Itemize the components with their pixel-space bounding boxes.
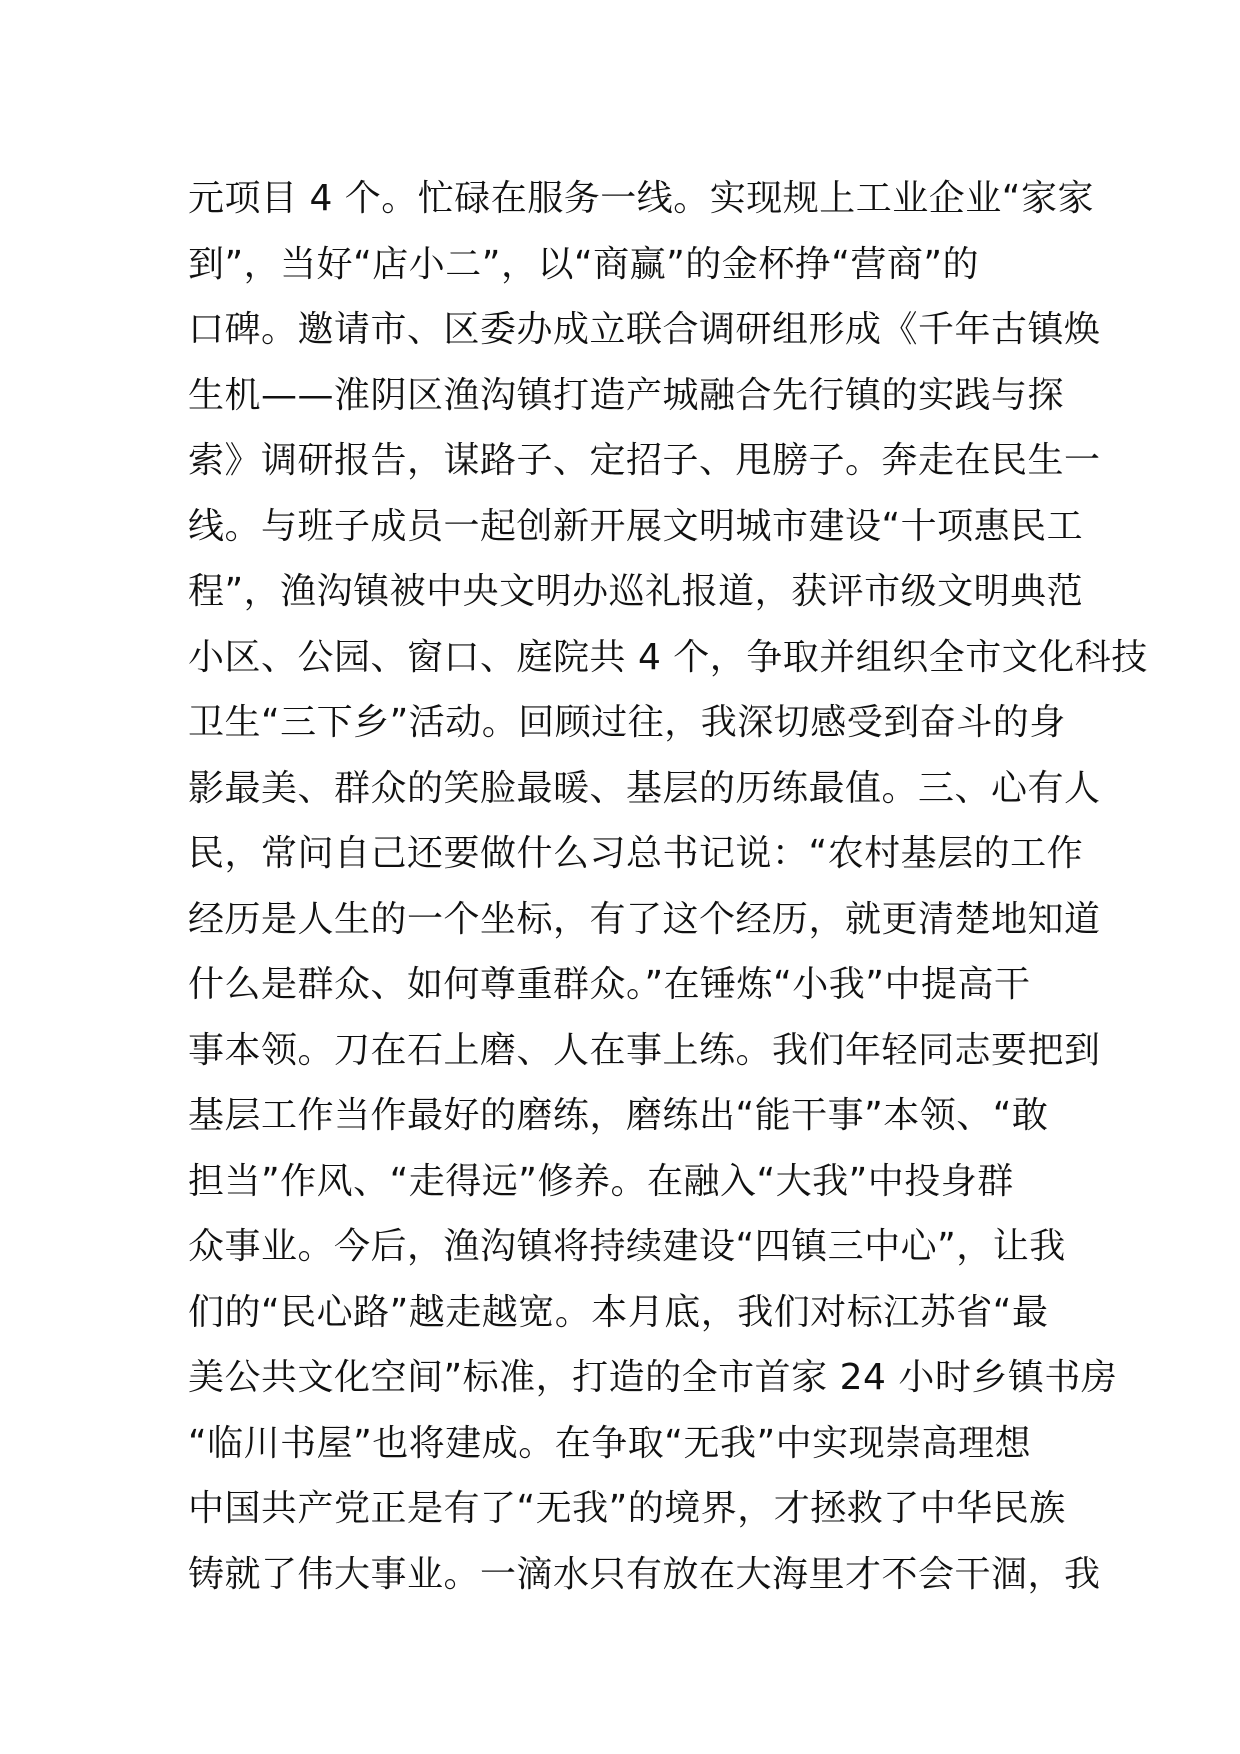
text-line-18: 们的“民心路”越走越宽。本月底，我们对标江苏省“最 — [188, 1291, 1049, 1333]
text-line-20: “临川书屋”也将建成。在争取“无我”中实现崇高理想 — [188, 1422, 1032, 1464]
text-line-4: 生机——淮阴区渔沟镇打造产城融合先行镇的实践与探 — [188, 374, 1065, 416]
text-line-13: 什么是群众、如何尊重群众。”在锤炼“小我”中提高干 — [188, 964, 1031, 1005]
text-line-8: 小区、公园、窗口、庭院共 4 个，争取并组织全市文化科技 — [188, 636, 1148, 678]
text-line-19: 美公共文化空间”标准，打造的全市首家 24 小时乡镇书房 — [188, 1357, 1118, 1398]
text-line-17: 众事业。今后，渔沟镇将持续建设“四镇三中心”，让我 — [188, 1226, 1066, 1267]
text-line-6: 线。与班子成员一起创新开展文明城市建设“十项惠民工 — [188, 505, 1084, 547]
text-line-16: 担当”作风、“走得远”修养。在融入“大我”中投身群 — [188, 1160, 1014, 1202]
text-line-5: 索》调研报告，谋路子、定招子、甩膀子。奔走在民生一 — [188, 440, 1101, 481]
body-text — [188, 166, 1148, 1607]
text-line-9: 卫生“三下乡”活动。回顾过往，我深切感受到奋斗的身 — [188, 702, 1066, 743]
text-line-10: 影最美、群众的笑脸最暖、基层的历练最值。三、心有人 — [188, 767, 1101, 809]
text-line-1: 元项目 4 个。忙碌在服务一线。实现规上工业企业“家家 — [188, 178, 1094, 219]
text-line-21: 中国共产党正是有了“无我”的境界，才拯救了中华民族 — [188, 1488, 1066, 1529]
text-line-7: 程”，渔沟镇被中央文明办巡礼报道，获评市级文明典范 — [188, 571, 1084, 612]
text-line-12: 经历是人生的一个坐标，有了这个经历，就更清楚地知道 — [188, 898, 1101, 940]
text-line-15: 基层工作当作最好的磨练，磨练出“能干事”本领、“敢 — [188, 1095, 1049, 1136]
text-line-2: 到”，当好“店小二”，以“商赢”的金杯挣“营商”的 — [188, 243, 980, 285]
text-line-11: 民，常问自己还要做什么习总书记说：“农村基层的工作 — [188, 833, 1084, 874]
text-line-3: 口碑。邀请市、区委办成立联合调研组形成《千年古镇焕 — [188, 309, 1101, 350]
text-line-14: 事本领。刀在石上磨、人在事上练。我们年轻同志要把到 — [188, 1029, 1101, 1071]
text-line-22: 铸就了伟大事业。一滴水只有放在大海里才不会干涸，我 — [188, 1553, 1101, 1595]
